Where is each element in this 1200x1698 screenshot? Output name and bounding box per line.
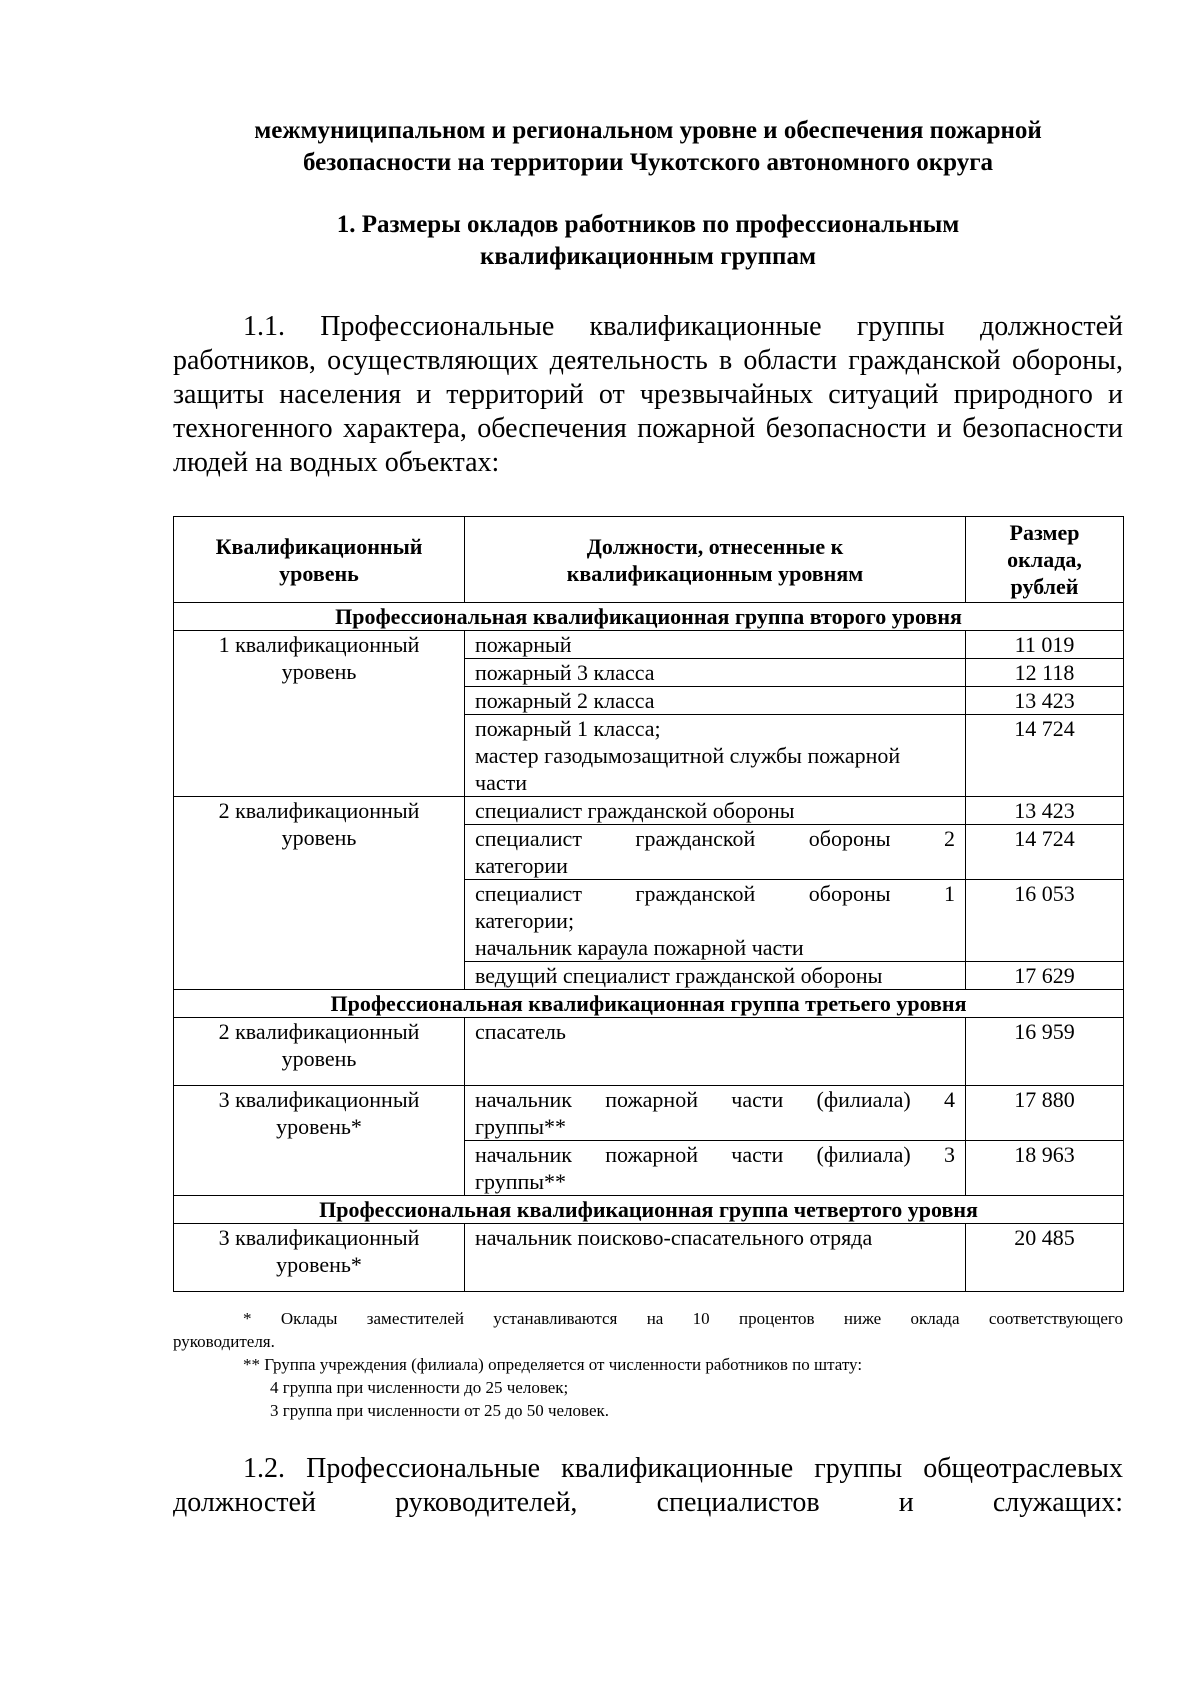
position-text: пожарный 1 класса; bbox=[475, 716, 661, 741]
group-row bbox=[174, 990, 1124, 1018]
level-cell bbox=[174, 1086, 465, 1196]
level-text: уровень bbox=[281, 825, 357, 850]
position-text: начальник пожарной части (филиала) 3 bbox=[475, 1142, 955, 1167]
level-text: 2 квалификационный bbox=[218, 1019, 420, 1044]
level-cell bbox=[174, 1018, 465, 1086]
footnote-1: * Оклады заместителей устанавливаются на 10 процентов ниже оклада соответствующего bbox=[243, 1309, 1123, 1328]
header-text: уровень bbox=[279, 560, 359, 586]
level-cell bbox=[174, 631, 465, 797]
salary-cell: 16 959 bbox=[966, 1018, 1124, 1086]
paragraph-line: защиты населения и территорий от чрезвычайных ситуаций природного и bbox=[173, 379, 1123, 410]
level-text: уровень* bbox=[276, 1252, 362, 1277]
table-row bbox=[174, 1018, 1124, 1086]
level-text: уровень* bbox=[276, 1114, 362, 1139]
footnote-1-cont: руководителя. bbox=[173, 1332, 275, 1351]
paragraph-1-1 bbox=[173, 310, 1123, 480]
position-cell: пожарный 2 класса bbox=[465, 687, 966, 715]
section-title-line: квалификационным группам bbox=[480, 243, 816, 270]
position-text: категории; bbox=[475, 908, 575, 933]
header-positions bbox=[465, 517, 966, 603]
position-text: части bbox=[475, 770, 527, 795]
position-cell: пожарный bbox=[465, 631, 966, 659]
header-text: оклада, bbox=[1007, 547, 1082, 572]
position-cell bbox=[465, 1086, 966, 1141]
salary-cell: 13 423 bbox=[966, 687, 1124, 715]
level-cell bbox=[174, 1224, 465, 1292]
position-text: категории bbox=[475, 853, 568, 878]
salary-cell: 13 423 bbox=[966, 797, 1124, 825]
level-text: уровень bbox=[281, 1046, 357, 1071]
paragraph-line: 1.2. Профессиональные квалификационные группы общеотраслевых bbox=[243, 1453, 1123, 1484]
position-text: группы** bbox=[475, 1169, 567, 1194]
salary-cell: 20 485 bbox=[966, 1224, 1124, 1292]
position-text: специалист гражданской обороны 1 bbox=[475, 881, 955, 906]
salary-cell: 14 724 bbox=[966, 825, 1124, 880]
paragraph-line: техногенного характера, обеспечения пожарной безопасности и безопасности bbox=[173, 413, 1123, 444]
paragraph-line: должностей руководителей, специалистов и служащих: bbox=[173, 1487, 1123, 1518]
position-text: начальник пожарной части (филиала) 4 bbox=[475, 1087, 955, 1112]
group-title: Профессиональная квалификационная группа четвертого уровня bbox=[174, 1196, 1124, 1224]
salary-cell: 14 724 bbox=[966, 715, 1124, 797]
group-row bbox=[174, 603, 1124, 631]
level-cell bbox=[174, 797, 465, 990]
intro-heading-line: межмуниципальном и региональном уровне и обеспечения пожарной bbox=[254, 117, 1042, 144]
position-text: начальник караула пожарной части bbox=[475, 935, 804, 960]
salary-cell: 16 053 bbox=[966, 880, 1124, 962]
header-level bbox=[174, 517, 465, 603]
section-title bbox=[173, 209, 1123, 273]
table-row bbox=[174, 631, 1124, 659]
position-cell: пожарный 3 класса bbox=[465, 659, 966, 687]
header-text: Должности, отнесенные к bbox=[586, 533, 844, 559]
table-row bbox=[174, 1086, 1124, 1141]
position-cell bbox=[465, 825, 966, 880]
salary-cell: 11 019 bbox=[966, 631, 1124, 659]
intro-heading-line: безопасности на территории Чукотского автономного округа bbox=[302, 149, 994, 176]
intro-heading bbox=[173, 115, 1123, 179]
level-text: 1 квалификационный bbox=[218, 632, 420, 657]
group-row bbox=[174, 1196, 1124, 1224]
group-title: Профессиональная квалификационная группа третьего уровня bbox=[174, 990, 1124, 1018]
position-text: мастер газодымозащитной службы пожарной bbox=[475, 743, 901, 768]
footnotes bbox=[173, 1307, 1123, 1422]
paragraph-line: людей на водных объектах: bbox=[173, 447, 500, 478]
table-row bbox=[174, 797, 1124, 825]
position-cell bbox=[465, 880, 966, 962]
salary-cell: 12 118 bbox=[966, 659, 1124, 687]
section-title-line: 1. Размеры окладов работников по профессиональным bbox=[336, 211, 960, 238]
position-cell bbox=[465, 715, 966, 797]
position-cell bbox=[465, 1141, 966, 1196]
table-row bbox=[174, 1224, 1124, 1292]
table-header-row bbox=[174, 517, 1124, 603]
document-page bbox=[173, 0, 1123, 1520]
salary-cell: 17 629 bbox=[966, 962, 1124, 990]
position-cell: начальник поисково-спасательного отряда bbox=[465, 1224, 966, 1292]
footnote-2-item: 3 группа при численности от 25 до 50 человек. bbox=[270, 1401, 610, 1420]
position-text: группы** bbox=[475, 1114, 567, 1139]
footnote-2-item: 4 группа при численности до 25 человек; bbox=[270, 1378, 569, 1397]
footnote-2: ** Группа учреждения (филиала) определяется от численности работников по штату: bbox=[243, 1355, 863, 1374]
group-title: Профессиональная квалификационная группа второго уровня bbox=[174, 603, 1124, 631]
salary-table bbox=[173, 516, 1124, 1292]
position-cell: специалист гражданской обороны bbox=[465, 797, 966, 825]
paragraph-line: 1.1. Профессиональные квалификационные группы должностей bbox=[243, 311, 1123, 342]
salary-cell: 18 963 bbox=[966, 1141, 1124, 1196]
position-cell: спасатель bbox=[465, 1018, 966, 1086]
level-text: 3 квалификационный bbox=[218, 1225, 420, 1250]
level-text: 2 квалификационный bbox=[218, 798, 420, 823]
position-cell: ведущий специалист гражданской обороны bbox=[465, 962, 966, 990]
salary-cell: 17 880 bbox=[966, 1086, 1124, 1141]
paragraph-1-2 bbox=[173, 1452, 1123, 1520]
level-text: уровень bbox=[281, 659, 357, 684]
paragraph-line: работников, осуществляющих деятельность в области гражданской обороны, bbox=[173, 345, 1123, 376]
header-text: Размер bbox=[1009, 520, 1080, 545]
header-text: квалификационным уровням bbox=[566, 560, 864, 586]
header-salary bbox=[966, 517, 1124, 603]
position-text: специалист гражданской обороны 2 bbox=[475, 826, 955, 851]
header-text: Квалификационный bbox=[215, 533, 423, 559]
level-text: 3 квалификационный bbox=[218, 1087, 420, 1112]
header-text: рублей bbox=[1010, 574, 1079, 599]
